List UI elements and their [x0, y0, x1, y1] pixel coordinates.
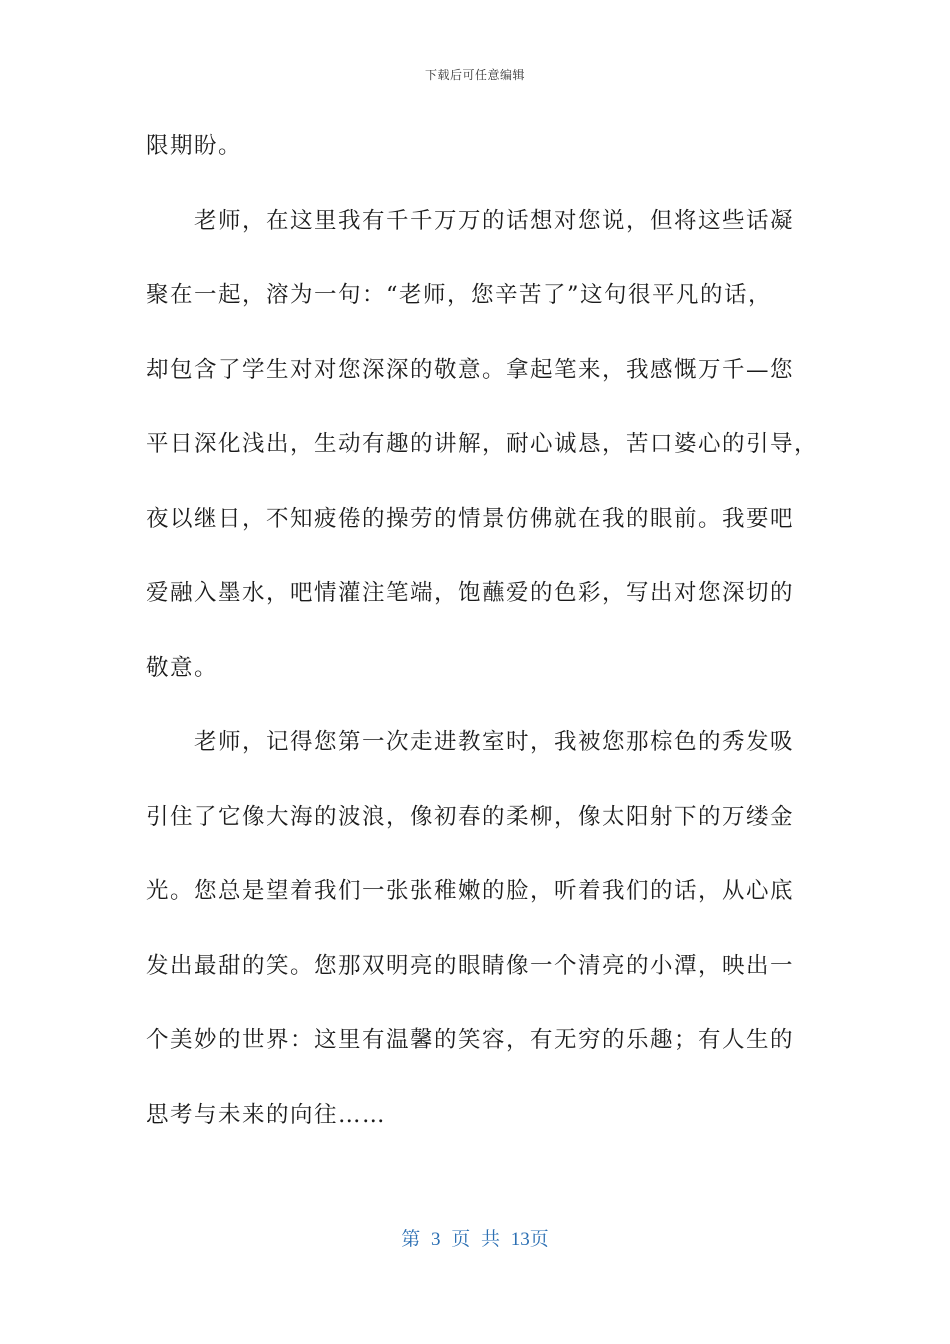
text-line: 个美妙的世界：这里有温馨的笑容，有无穷的乐趣；有人生的 — [146, 1027, 795, 1053]
text-line: 聚在一起，溶为一句：“老师，您辛苦了”这句很平凡的话， — [146, 282, 773, 308]
text-line: 敬意。 — [146, 654, 219, 681]
header-note: 下载后可任意编辑 — [424, 68, 525, 82]
text-line: 爱融入墨水，吧情灌注笔端，饱蘸爱的色彩，写出对您深切的 — [146, 580, 795, 606]
page-number-footer: 第 3 页 共 13页 — [401, 1229, 549, 1250]
text-line: 老师，记得您第一次走进教室时，我被您那棕色的秀发吸 — [146, 729, 795, 755]
text-line: 引住了它像大海的波浪，像初春的柔柳，像太阳射下的万缕金 — [146, 803, 795, 830]
document-body — [146, 122, 819, 1165]
text-line: 发出最甜的笑。您那双明亮的眼睛像一个清亮的小潭，映出一 — [146, 952, 795, 979]
text-line: 却包含了学生对对您深深的敬意。拿起笔来，我感慨万千—您 — [146, 356, 795, 383]
text-line: 光。您总是望着我们一张张稚嫩的脸，听着我们的话，从心底 — [146, 878, 795, 904]
text-line: 平日深化浅出，生动有趣的讲解，耐心诚恳，苦口婆心的引导， — [146, 431, 819, 457]
text-line: 限期盼。 — [146, 133, 243, 159]
text-line: 思考与未来的向往…… — [146, 1101, 387, 1128]
text-line: 老师，在这里我有千千万万的话想对您说，但将这些话凝 — [146, 207, 795, 234]
text-line: 夜以继日，不知疲倦的操劳的情景仿佛就在我的眼前。我要吧 — [146, 505, 795, 532]
